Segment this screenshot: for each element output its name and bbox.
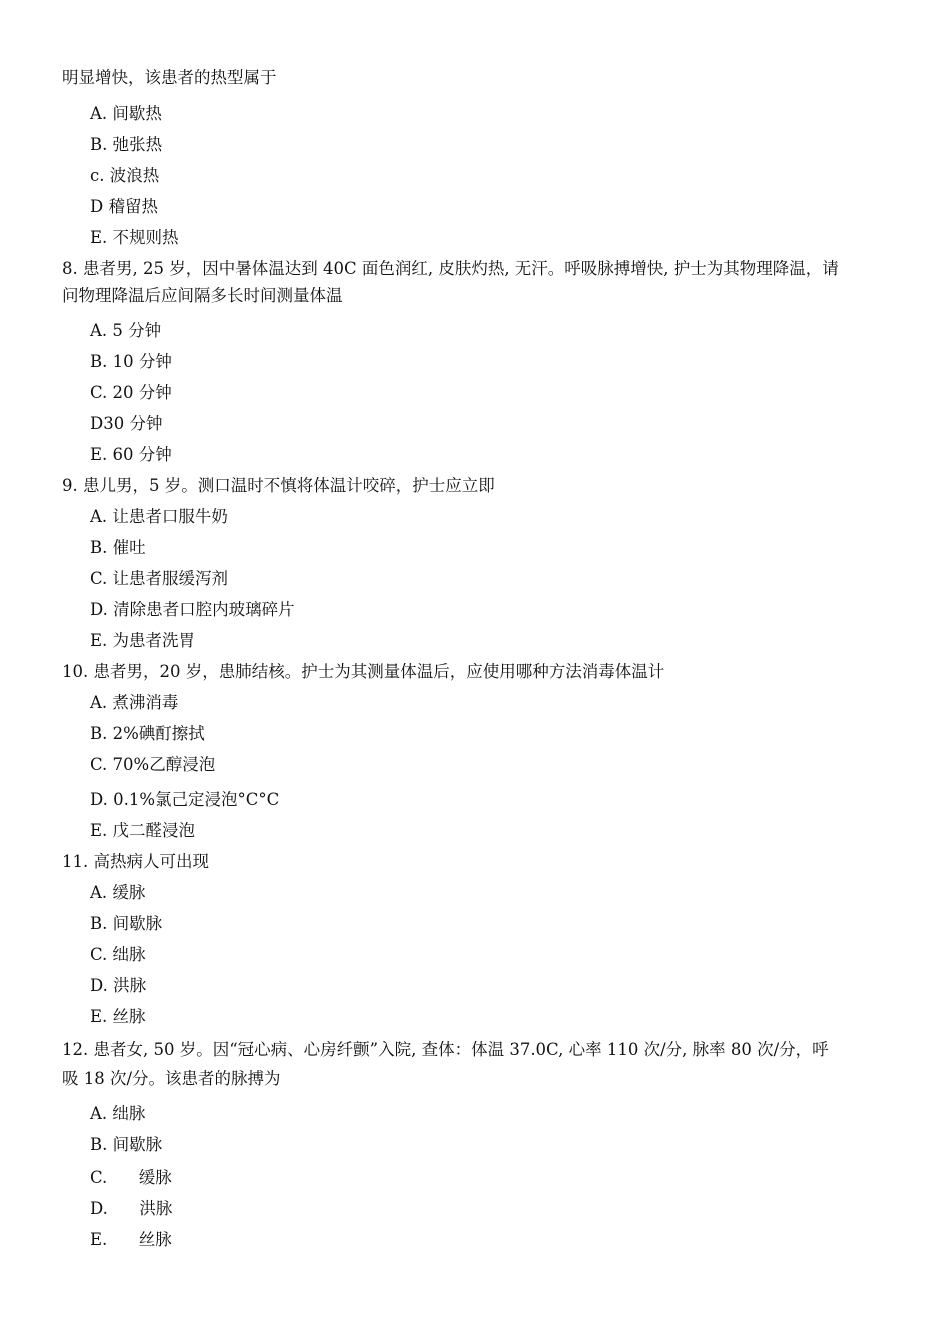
- question-9-option-b: B. 催吐: [90, 538, 146, 557]
- question-11-option-b: B. 间歇脉: [90, 914, 163, 933]
- question-12-stem-line1: 12. 患者女, 50 岁。因“冠心病、心房纤颤”入院, 查体：体温 37.0C, 心率 110 次/分, 脉率 80 次/分，呼: [62, 1040, 829, 1059]
- question-12-stem-line2: 吸 18 次/分。该患者的脉搏为: [62, 1069, 281, 1088]
- question-7-option-c: c. 波浪热: [90, 166, 160, 185]
- question-8-stem-line1: 8. 患者男, 25 岁，因中暑体温达到 40C 面色润红, 皮肤灼热, 无汗。呼吸脉搏增快, 护士为其物理降温，请: [62, 259, 839, 278]
- question-9-stem: 9. 患儿男，5 岁。测口温时不慎将体温计咬碎，护士应立即: [62, 476, 495, 495]
- question-8-option-e: E. 60 分钟: [90, 445, 172, 464]
- question-8-option-d: D30 分钟: [90, 414, 163, 433]
- question-10-option-e: E. 戊二醛浸泡: [90, 821, 196, 840]
- question-12-option-e: E. 丝脉: [90, 1230, 172, 1249]
- question-11-stem: 11. 高热病人可出现: [62, 852, 209, 871]
- question-10-option-b: B. 2%碘酊擦拭: [90, 724, 205, 743]
- question-7-option-d: D 稽留热: [90, 197, 158, 216]
- question-9-option-a: A. 让患者口服牛奶: [90, 507, 228, 526]
- question-7-option-b: B. 弛张热: [90, 135, 163, 154]
- question-12-option-c: C. 缓脉: [90, 1168, 172, 1187]
- question-8-option-b: B. 10 分钟: [90, 352, 172, 371]
- question-7-option-a: A. 间歇热: [90, 104, 162, 123]
- question-12-option-d: D. 洪脉: [90, 1199, 173, 1218]
- question-10-option-a: A. 煮沸消毒: [90, 693, 179, 712]
- question-10-stem: 10. 患者男，20 岁，患肺结核。护士为其测量体温后，应使用哪种方法消毒体温计: [62, 662, 665, 681]
- question-12-option-b: B. 间歇脉: [90, 1135, 163, 1154]
- question-10-option-c: C. 70%乙醇浸泡: [90, 755, 216, 774]
- question-9-option-c: C. 让患者服缓泻剂: [90, 569, 229, 588]
- question-12-option-a: A. 绌脉: [90, 1104, 146, 1123]
- question-11-option-e: E. 丝脉: [90, 1007, 146, 1026]
- question-10-option-d: D. 0.1%氯己定浸泡°C°C: [90, 790, 280, 809]
- question-9-option-e: E. 为患者洗胃: [90, 631, 196, 650]
- question-7-stem-continuation: 明显增快，该患者的热型属于: [62, 68, 277, 87]
- question-8-option-c: C. 20 分钟: [90, 383, 172, 402]
- question-11-option-c: C. 绌脉: [90, 945, 146, 964]
- question-7-option-e: E. 不规则热: [90, 228, 179, 247]
- question-11-option-a: A. 缓脉: [90, 883, 146, 902]
- question-9-option-d: D. 清除患者口腔内玻璃碎片: [90, 600, 295, 619]
- question-8-option-a: A. 5 分钟: [90, 321, 162, 340]
- question-8-stem-line2: 问物理降温后应间隔多长时间测量体温: [62, 286, 343, 305]
- question-11-option-d: D. 洪脉: [90, 976, 147, 995]
